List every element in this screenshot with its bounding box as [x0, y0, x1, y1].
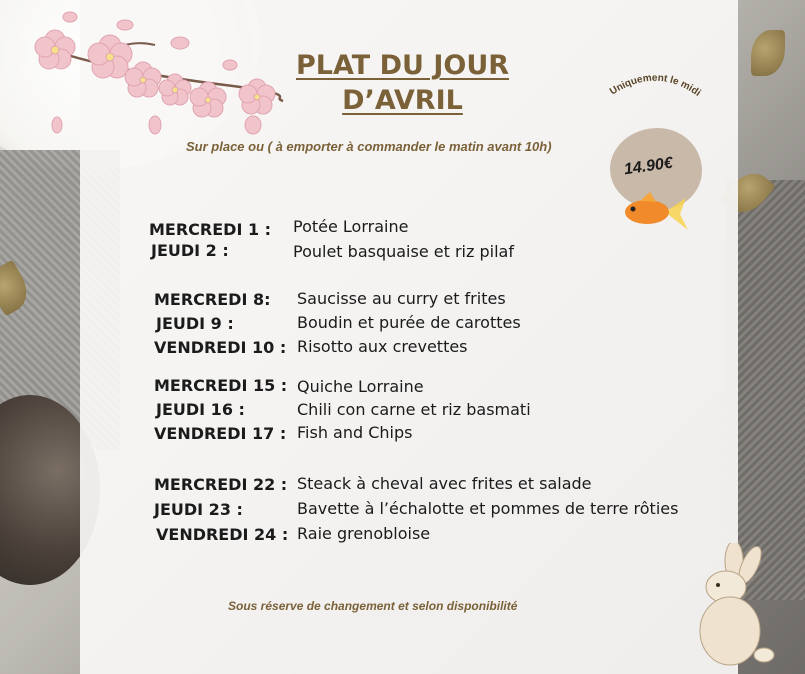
goldfish-icon	[620, 192, 690, 234]
dish-label: Quiche Lorraine	[297, 377, 424, 396]
title-line-2: D’AVRIL	[342, 85, 463, 116]
dish-label: Saucisse au curry et frites	[297, 289, 506, 308]
dish-label: Fish and Chips	[297, 423, 413, 442]
bunny-icon	[690, 543, 775, 668]
day-label: JEUDI 23 :	[154, 500, 243, 519]
day-label: MERCREDI 1 :	[149, 220, 272, 239]
dish-label: Poulet basquaise et riz pilaf	[293, 242, 514, 261]
badge-arc-label: Uniquement le midi	[607, 72, 703, 99]
price-label: 14.90€	[622, 154, 674, 179]
leaf-icon	[751, 30, 785, 76]
dish-label: Boudin et purée de carottes	[297, 313, 521, 332]
day-label: VENDREDI 24 :	[156, 525, 289, 544]
day-label: JEUDI 2 :	[151, 241, 229, 260]
dish-label: Chili con carne et riz basmati	[297, 400, 531, 419]
dish-label: Raie grenobloise	[297, 524, 431, 543]
svg-text:Uniquement le midi	[608, 73, 703, 99]
day-label: JEUDI 16 :	[156, 400, 245, 419]
day-label: VENDREDI 17 :	[154, 424, 287, 443]
dish-label: Bavette à l’échalotte et pommes de terre rôties	[297, 499, 679, 518]
day-label: MERCREDI 15 :	[154, 376, 288, 395]
footer-note: Sous réserve de changement et selon disponibilité	[228, 599, 518, 613]
dish-label: Risotto aux crevettes	[297, 337, 468, 356]
cherry-blossom-icon	[25, 5, 290, 140]
day-label: JEUDI 9 :	[156, 314, 234, 333]
day-label: MERCREDI 22 :	[154, 475, 288, 494]
title-line-1: PLAT DU JOUR	[295, 50, 510, 81]
day-label: VENDREDI 10 :	[154, 338, 287, 357]
subtitle: Sur place ou ( à emporter à commander le matin avant 10h)	[186, 139, 552, 154]
dish-label: Potée Lorraine	[293, 217, 409, 236]
page-title	[260, 48, 545, 118]
dish-label: Steack à cheval avec frites et salade	[297, 474, 592, 493]
day-label: MERCREDI 8:	[154, 290, 271, 309]
